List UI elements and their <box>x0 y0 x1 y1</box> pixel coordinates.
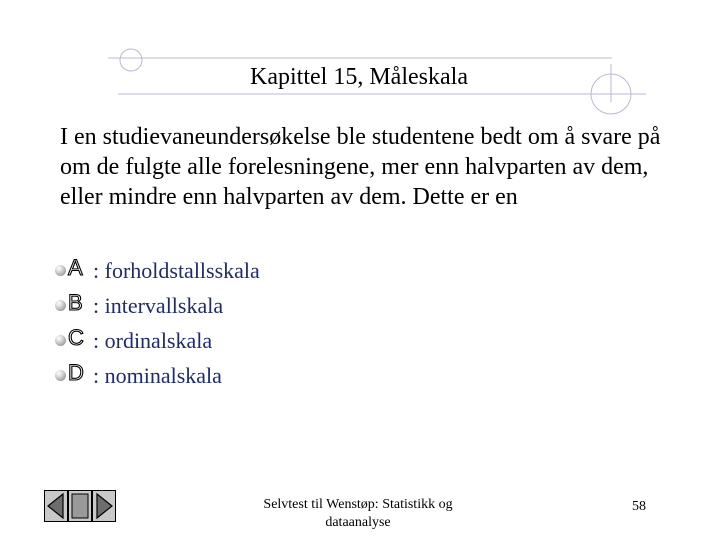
option-label[interactable]: : forholdstallsskala <box>93 258 260 283</box>
right-triangle-icon[interactable] <box>92 490 116 522</box>
bullet-icon <box>55 335 66 346</box>
option-letter: B <box>68 290 83 315</box>
bullet-icon <box>55 265 66 276</box>
option-letter: C <box>68 325 84 350</box>
home-box-icon[interactable] <box>68 490 92 522</box>
option-label[interactable]: : intervallskala <box>93 293 224 318</box>
question-text: I en studievaneundersøkelse ble studentene bedt om å svare på om de fulgte alle forelesningene, mer enn halvparten av dem, eller mindre enn halvparten av dem. Dette er en <box>60 124 661 210</box>
navigation-buttons <box>44 490 116 522</box>
slide-title: Kapittel 15, Måleskala <box>250 64 468 90</box>
option-label[interactable]: : ordinalskala <box>93 328 213 353</box>
option-letter: D <box>68 360 84 385</box>
footer-text: Selvtest til Wenstøp: Statistikk og dataanalyse <box>263 497 453 530</box>
option-label[interactable]: : nominalskala <box>93 363 222 388</box>
page-number: 58 <box>632 499 646 514</box>
left-triangle-icon[interactable] <box>44 490 68 522</box>
bullet-icon <box>55 300 66 311</box>
bullet-icon <box>55 370 66 381</box>
option-letter: A <box>68 255 83 280</box>
